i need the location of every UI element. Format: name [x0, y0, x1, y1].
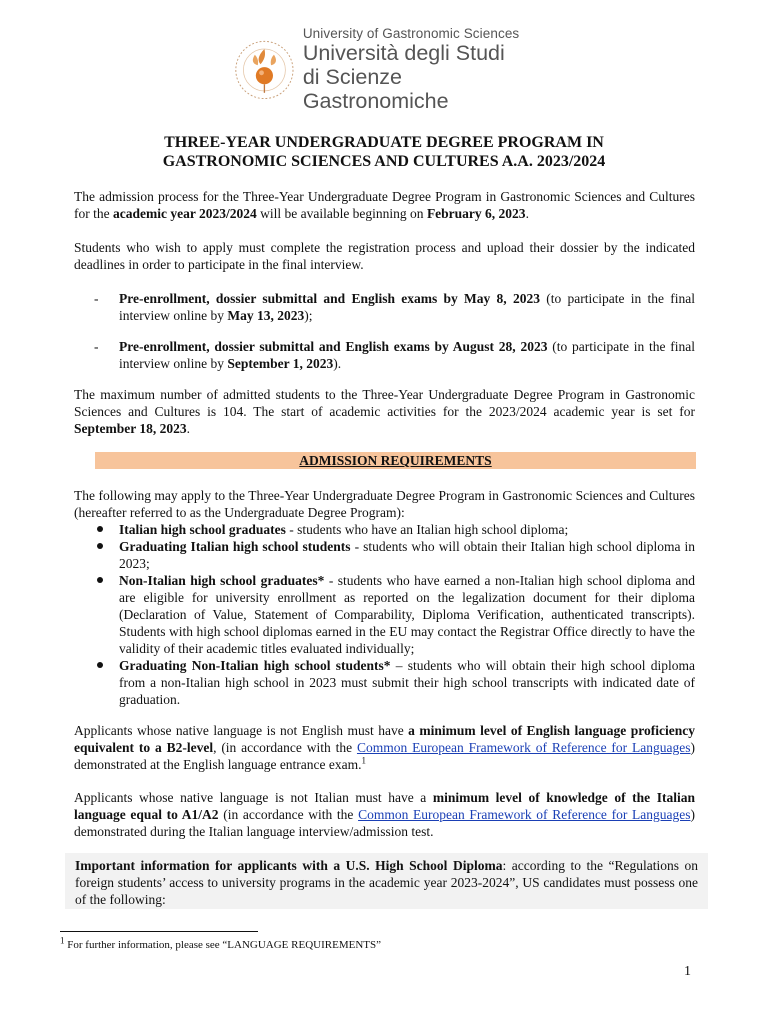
section-heading-admission-requirements [95, 452, 696, 469]
bullet-text: - students who have an Italian high school diploma; [285, 522, 569, 537]
list-item [94, 657, 695, 708]
capacity-paragraph [74, 386, 695, 437]
interview-date: September 1, 2023 [227, 356, 334, 371]
requirements-list [94, 521, 695, 708]
english-text-3: ) demonstrated at the English language entrance exam. [74, 740, 695, 772]
logo-italian-name-line2: di Scienze Gastronomiche [302, 64, 449, 113]
bullet-title: Non-Italian high school graduates* [119, 573, 325, 588]
bullet-icon [97, 543, 103, 549]
italian-text: Applicants whose native language is not Italian must have a [74, 790, 433, 805]
capacity-text: The maximum number of admitted students to the Three-Year Undergraduate Degree Program in Gastronomic Sciences and Cultures is 104. The start of academic activities for the 2023/2024 academic year is set for [74, 387, 695, 419]
university-seal-icon [232, 34, 297, 104]
document-title-line1: THREE-YEAR UNDERGRADUATE DEGREE PROGRAM IN [164, 134, 604, 151]
list-item [94, 572, 695, 657]
italian-requirement-paragraph [74, 789, 695, 840]
deadline-item-1 [94, 290, 695, 324]
info-box-text: : according to the “Regulations on foreign students’ access to university programs in the academic year 2023-2024”, US candidates must possess one of the following: [75, 858, 698, 907]
cefr-link-english[interactable]: Common European Framework of Reference for Languages [356, 740, 691, 755]
page-number: 1 [684, 964, 691, 979]
deadline-item-2 [94, 338, 695, 372]
capacity-text-end: . [186, 421, 190, 436]
intro-text: The admission process for the Three-Year Undergraduate Degree Program in Gastronomic Sciences and Cultures for the [74, 189, 695, 221]
us-diploma-info-box [65, 853, 708, 909]
italian-level-highlight: minimum level of knowledge of the Italian language equal to A1/A2 [74, 790, 695, 822]
university-logo [232, 26, 542, 112]
cefr-link-italian[interactable]: Common European Framework of Reference for Languages [358, 807, 691, 822]
dash-marker: - [94, 291, 99, 306]
footnote-reference: 1 [361, 755, 367, 766]
document-title-line2: GASTRONOMIC SCIENCES AND CULTURES A.A. 2023/2024 [162, 153, 606, 170]
logo-italian-name-line1: Università degli Studi [302, 40, 505, 65]
interview-date: May 13, 2023 [227, 308, 305, 323]
logo-english-name: University of Gastronomic Sciences [302, 25, 520, 41]
english-level-highlight: a minimum level of English language proficiency equivalent to a B2-level [74, 723, 695, 755]
footnote-marker: 1 [60, 935, 65, 946]
list-item [94, 521, 695, 538]
english-text-2: , (in accordance with the [213, 740, 357, 755]
deadline-text-end: ). [333, 356, 342, 371]
bullet-title: Graduating Italian high school students [119, 539, 351, 554]
requirements-intro: The following may apply to the Three-Year Undergraduate Degree Program in Gastronomic Sciences and Cultures (hereafter referred to as the Undergraduate Degree Program): [74, 488, 695, 520]
intro-text-3: . [525, 206, 529, 221]
activities-start-date: September 18, 2023 [74, 421, 187, 436]
deadline-bold: Pre-enrollment, dossier submittal and English exams by May 8, 2023 [119, 291, 540, 306]
dash-marker: - [94, 339, 99, 354]
footnote [60, 935, 381, 952]
footnote-text: For further information, please see “LANGUAGE REQUIREMENTS” [64, 939, 381, 951]
bullet-icon [97, 662, 103, 668]
bullet-icon [97, 526, 103, 532]
deadline-text: (to participate in the final interview online by [119, 339, 695, 371]
bullet-title: Italian high school graduates [119, 522, 286, 537]
info-box-title: Important information for applicants with a U.S. High School Diploma [75, 858, 503, 873]
bullet-text: – students who will obtain their high school diploma from a non-Italian high school in 2023 must submit their high school transcripts with indicated date of graduation. [119, 658, 695, 707]
italian-text-3: ) demonstrated during the Italian language interview/admission test. [74, 807, 695, 839]
deadline-text: (to participate in the final interview online by [119, 291, 695, 323]
bullet-text: - students who have earned a non-Italian high school diploma and are eligible for university enrollment as reported on the legalization document for their diploma (Declaration of Value, Statement of Comparability, Diploma Verification, authenticated transcripts). Students with high school diplomas earned in the EU may contact the Registrar Office directly to have the validity of their academic titles evaluated individually; [119, 573, 695, 656]
list-item [94, 538, 695, 572]
english-requirement-paragraph [74, 722, 695, 773]
start-date-highlight: February 6, 2023 [426, 206, 526, 221]
footnote-divider [60, 931, 258, 932]
english-text: Applicants whose native language is not English must have [74, 723, 409, 738]
intro-text-2: will be available beginning on [256, 206, 427, 221]
bullet-icon [97, 577, 103, 583]
intro-paragraph [74, 188, 695, 222]
academic-year-highlight: academic year 2023/2024 [112, 206, 257, 221]
registration-paragraph: Students who wish to apply must complete the registration process and upload their dossier by the indicated deadlines in order to participate in the final interview. [74, 240, 695, 272]
deadline-text-end: ); [304, 308, 313, 323]
deadline-bold: Pre-enrollment, dossier submittal and English exams by August 28, 2023 [119, 339, 548, 354]
italian-text-2: (in accordance with the [218, 807, 359, 822]
bullet-title: Graduating Non-Italian high school students* [119, 658, 391, 673]
section-heading-text: ADMISSION REQUIREMENTS [299, 453, 492, 468]
bullet-text: - students who will obtain their Italian high school diploma in 2023; [119, 539, 696, 571]
